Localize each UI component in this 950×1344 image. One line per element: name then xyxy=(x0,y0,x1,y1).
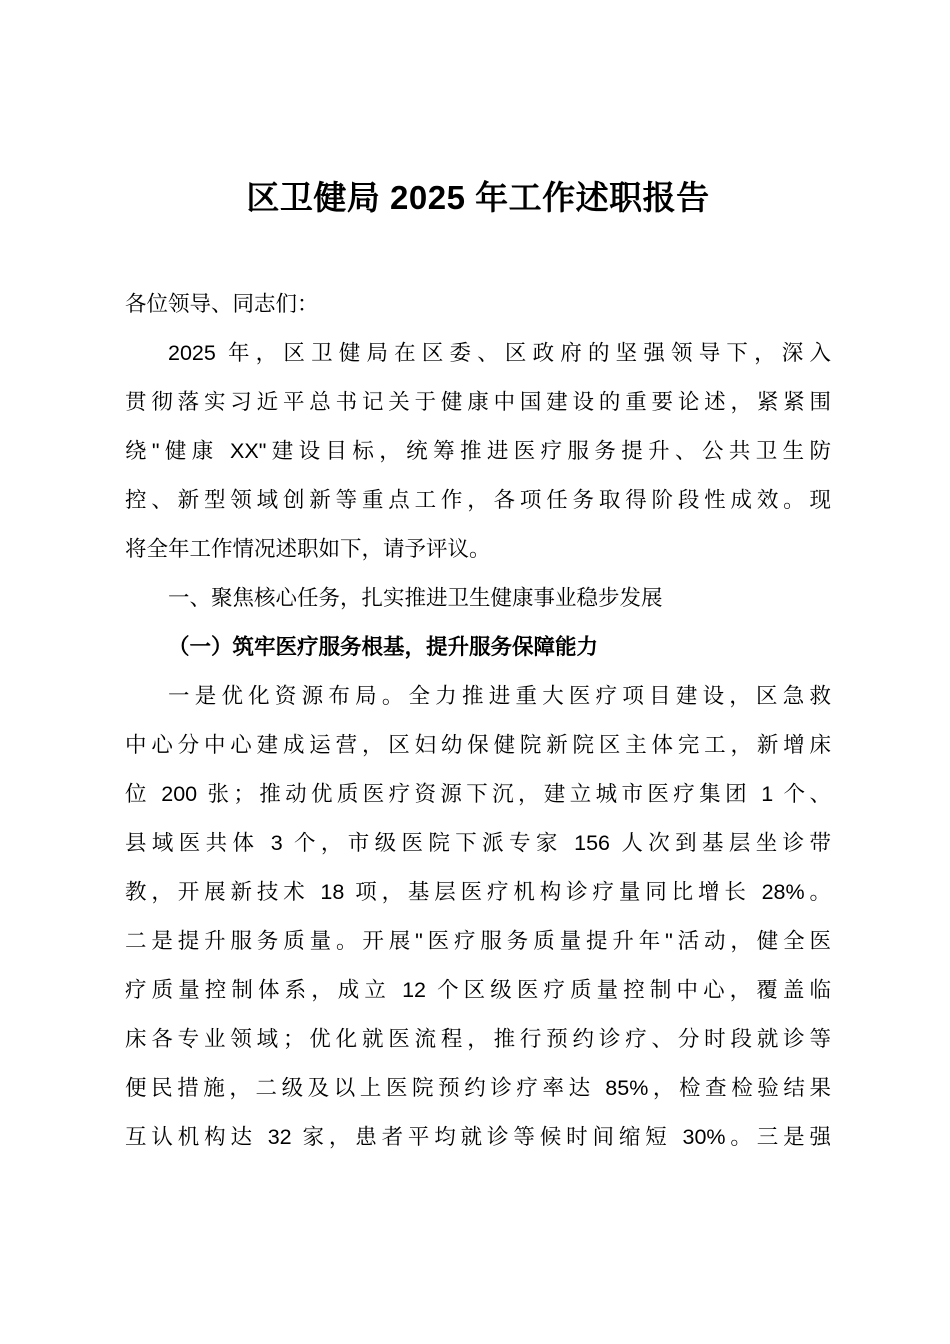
document-title: 区卫健局 2025 年工作述职报告 xyxy=(246,179,710,216)
paragraph-intro xyxy=(125,329,831,574)
text-line: 控、新型领域创新等重点工作，各项任务取得阶段性成效。现 xyxy=(125,488,831,512)
text-line: 中心分中心建成运营，区妇幼保健院新院区主体完工，新增床 xyxy=(125,733,831,757)
subsection-heading: （一）筑牢医疗服务根基，提升服务保障能力 xyxy=(168,635,599,659)
text-line: 便民措施，二级及以上医院预约诊疗率达 85%，检查检验结果 xyxy=(125,1076,831,1100)
text-line: 教，开展新技术 18 项，基层医疗机构诊疗量同比增长 28%。 xyxy=(125,880,831,904)
text-line: 2025 年，区卫健局在区委、区政府的坚强领导下，深入 xyxy=(168,341,831,365)
salutation-line: 各位领导、同志们： xyxy=(125,292,319,316)
text-line: 绕"健康 XX"建设目标，统筹推进医疗服务提升、公共卫生防 xyxy=(125,439,831,463)
text-line: 二是提升服务质量。开展"医疗服务质量提升年"活动，健全医 xyxy=(125,929,831,953)
text-line: 贯彻落实习近平总书记关于健康中国建设的重要论述，紧紧围 xyxy=(125,390,831,414)
text-line: 互认机构达 32 家，患者平均就诊等候时间缩短 30%。三是强 xyxy=(125,1125,831,1149)
text-line: 县域医共体 3 个，市级医院下派专家 156 人次到基层坐诊带 xyxy=(125,831,831,855)
text-line: 将全年工作情况述职如下，请予评议。 xyxy=(125,537,491,561)
text-line: 疗质量控制体系，成立 12 个区级医疗质量控制中心，覆盖临 xyxy=(125,978,831,1002)
text-line: 位 200 张；推动优质医疗资源下沉，建立城市医疗集团 1 个、 xyxy=(125,782,831,806)
text-line: 床各专业领域；优化就医流程，推行预约诊疗、分时段就诊等 xyxy=(125,1027,831,1051)
section-heading: 一、聚焦核心任务，扎实推进卫生健康事业稳步发展 xyxy=(168,586,663,610)
paragraph-body xyxy=(125,672,831,1162)
text-line: 一是优化资源布局。全力推进重大医疗项目建设，区急救 xyxy=(168,684,831,708)
